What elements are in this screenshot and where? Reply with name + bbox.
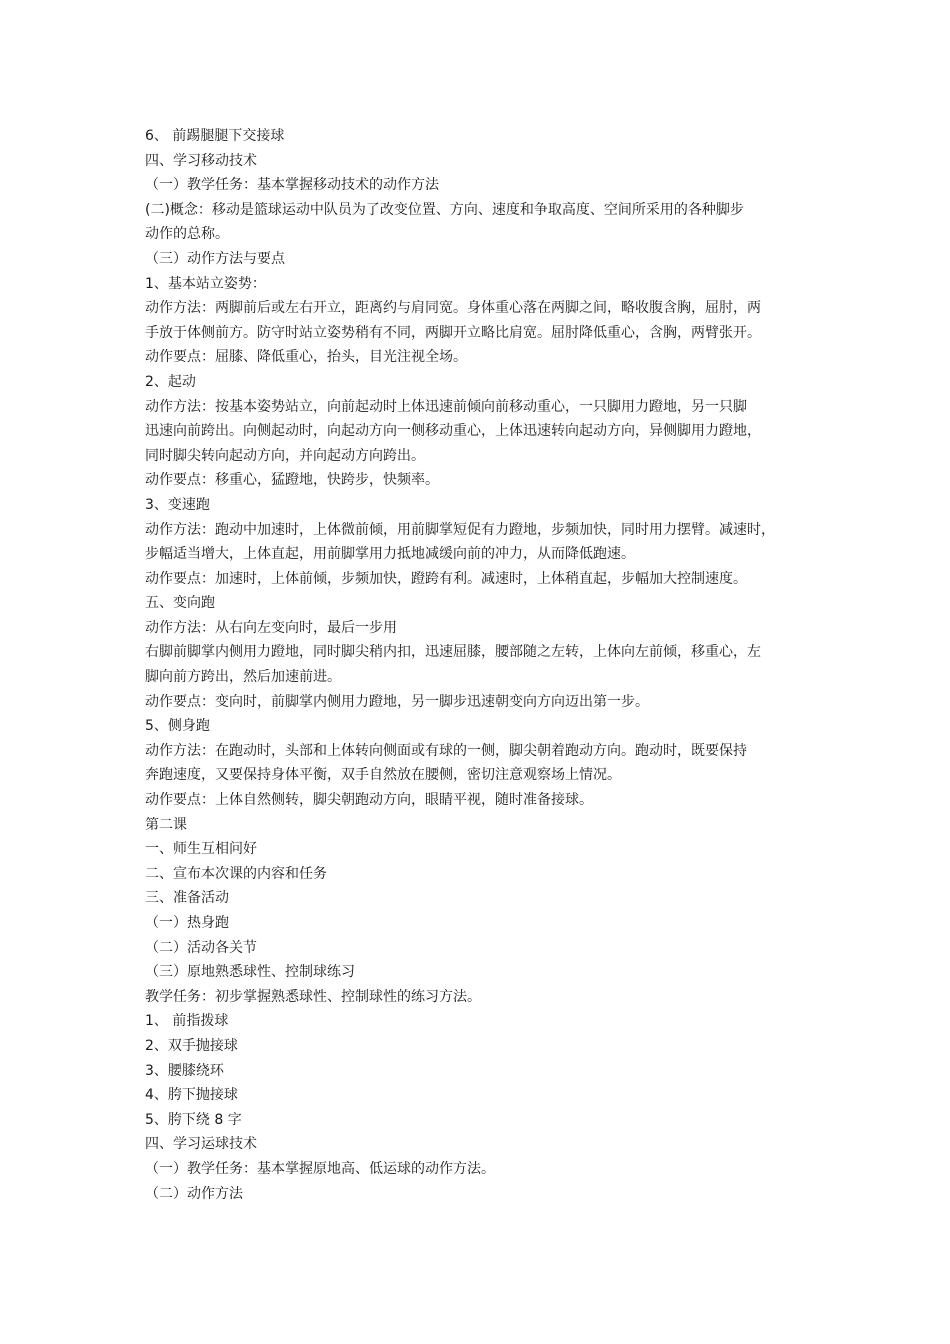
text-line: （三）动作方法与要点 bbox=[145, 250, 285, 267]
text-line: 手放于体侧前方。防守时站立姿势稍有不同，两脚开立略比肩宽。屈肘降低重心，含胸，两臂张开。 bbox=[145, 324, 761, 341]
document-body bbox=[145, 124, 815, 1206]
text-line: 动作要点：上体自然侧转，脚尖朝跑动方向，眼睛平视，随时准备接球。 bbox=[145, 792, 593, 809]
text-line: 动作方法：在跑动时，头部和上体转向侧面或有球的一侧，脚尖朝着跑动方向。跑动时，既要保持 bbox=[145, 742, 747, 759]
text-line: 动作要点：屈膝、降低重心，抬头，目光注视全场。 bbox=[145, 349, 467, 366]
text-line: （一）热身跑 bbox=[145, 915, 229, 931]
text-line: 3、腰膝绕环 bbox=[145, 1062, 224, 1079]
section-heading: 四、学习移动技术 bbox=[145, 152, 257, 169]
text-line: 1、基本站立姿势： bbox=[145, 275, 266, 292]
text-line: （三）原地熟悉球性、控制球练习 bbox=[145, 964, 355, 981]
text-line: 动作方法：跑动中加速时，上体微前倾，用前脚掌短促有力蹬地，步频加快，同时用力摆臂。减速时， bbox=[145, 521, 775, 538]
text-line: 动作方法：按基本姿势站立，向前起动时上体迅速前倾向前移动重心，一只脚用力蹬地，另一只脚 bbox=[145, 398, 747, 415]
text-line: 5、胯下绕 8 字 bbox=[145, 1111, 242, 1128]
section-heading: 四、学习运球技术 bbox=[145, 1136, 257, 1153]
text-line: 动作要点：移重心，猛蹬地，快跨步，快频率。 bbox=[145, 472, 439, 489]
text-line: 1、 前指拨球 bbox=[145, 1013, 229, 1030]
text-line: 教学任务：初步掌握熟悉球性、控制球性的练习方法。 bbox=[145, 988, 481, 1005]
text-line: 同时脚尖转向起动方向，并向起动方向跨出。 bbox=[145, 447, 425, 464]
text-line: （二）动作方法 bbox=[145, 1185, 243, 1202]
text-line: (二)概念：移动是篮球运动中队员为了改变位置、方向、速度和争取高度、空间所采用的各种脚步 bbox=[145, 201, 744, 218]
text-line: （一）教学任务：基本掌握移动技术的动作方法 bbox=[145, 177, 439, 194]
section-heading: 三、准备活动 bbox=[145, 890, 229, 907]
text-line: （二）活动各关节 bbox=[145, 939, 257, 956]
text-line: 3、变速跑 bbox=[145, 496, 210, 513]
section-heading: 二、宣布本次课的内容和任务 bbox=[145, 865, 327, 882]
text-line: 迅速向前跨出。向侧起动时，向起动方向一侧移动重心，上体迅速转向起动方向，异侧脚用力蹬地， bbox=[145, 423, 761, 440]
text-line: 动作方法：从右向左变向时，最后一步用 bbox=[145, 619, 397, 636]
text-line: 动作的总称。 bbox=[145, 226, 229, 243]
lesson-heading: 第二课 bbox=[145, 816, 187, 833]
text-line: （一）教学任务：基本掌握原地高、低运球的动作方法。 bbox=[145, 1160, 495, 1177]
text-line: 5、侧身跑 bbox=[145, 718, 210, 735]
text-line: 动作要点：变向时，前脚掌内侧用力蹬地，另一脚步迅速朝变向方向迈出第一步。 bbox=[145, 693, 649, 710]
text-line: 奔跑速度，又要保持身体平衡，双手自然放在腰侧，密切注意观察场上情况。 bbox=[145, 767, 621, 784]
text-line: 动作要点：加速时，上体前倾，步频加快，蹬跨有利。减速时，上体稍直起，步幅加大控制速度。 bbox=[145, 570, 747, 587]
text-line: 动作方法：两脚前后或左右开立，距离约与肩同宽。身体重心落在两脚之间，略收腹含胸，屈肘，两 bbox=[145, 300, 761, 317]
text-line: 步幅适当增大，上体直起，用前脚掌用力抵地减缓向前的冲力，从而降低跑速。 bbox=[145, 546, 635, 563]
section-heading: 一、师生互相问好 bbox=[145, 841, 257, 858]
text-line: 6、 前踢腿腿下交接球 bbox=[145, 128, 285, 144]
text-line: 右脚前脚掌内侧用力蹬地，同时脚尖稍内扣，迅速屈膝，腰部随之左转，上体向左前倾，移重心，左 bbox=[145, 644, 761, 661]
text-line: 2、双手抛接球 bbox=[145, 1037, 238, 1054]
text-line: 2、起动 bbox=[145, 373, 196, 390]
text-line: 脚向前方跨出，然后加速前进。 bbox=[145, 669, 341, 686]
text-line: 4、胯下抛接球 bbox=[145, 1087, 238, 1104]
section-heading: 五、变向跑 bbox=[145, 595, 215, 612]
